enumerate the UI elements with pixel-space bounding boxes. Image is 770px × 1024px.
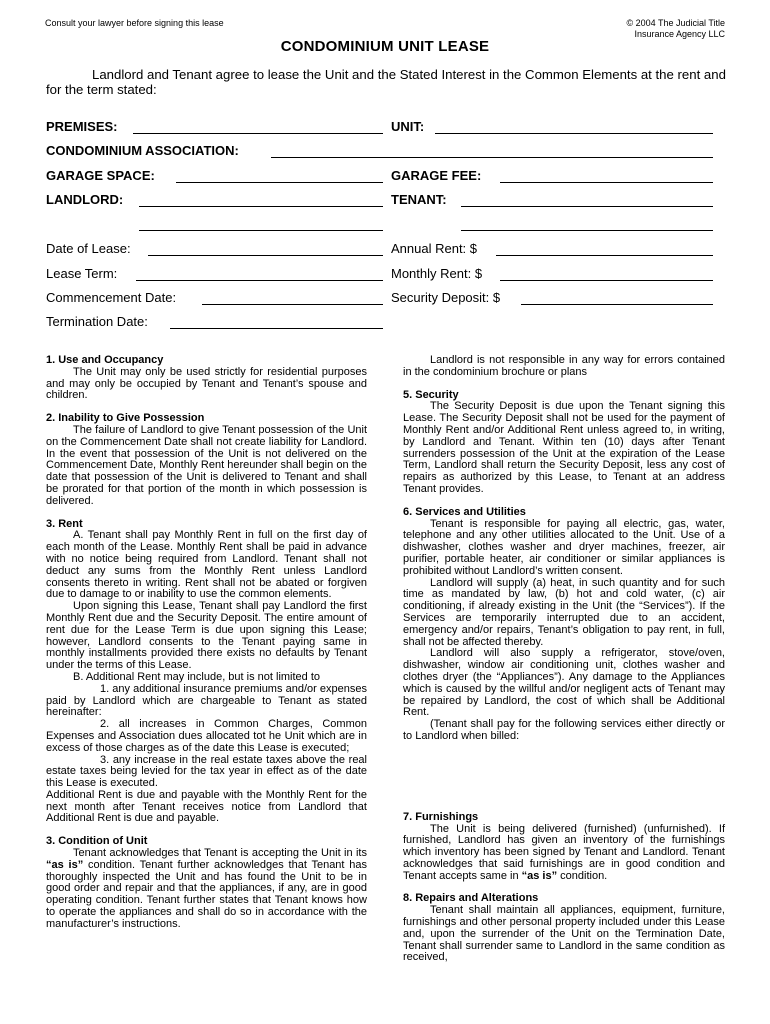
unit-label: UNIT: (391, 119, 425, 134)
premises-field[interactable] (133, 133, 383, 134)
termination-date-field[interactable] (170, 328, 383, 329)
rent-paragraph-a: A. Tenant shall pay Monthly Rent in full on the first day of each month of the Lease. Monthly Rent shall be paid in advance with no notice being required from Landlord. Tenant shall not deduct any sums from the Monthly Rent unless Landlord consents thereto in writing. Rent shall not be abated or forgiven due to damage to or inability to use the common elements. (46, 529, 367, 601)
garage-space-label: GARAGE SPACE: (46, 168, 155, 183)
monthly-rent-label: Monthly Rent: $ (391, 266, 483, 281)
section-heading-condition: 3. Condition of Unit (46, 835, 148, 848)
services-paragraph-2: Landlord will supply (a) heat, in such quantity and for such time as mandated by law, (b) hot and cold water, (c) air conditioning, if already existing in the Unit (the “Services”). If the Services are temporarily interrupted due to an accident, emergency and/or repairs, Tenant’s obligation to pay rent, in full, shall not be affected thereby. (403, 576, 725, 648)
security-deposit-field[interactable] (521, 304, 713, 305)
as-is-emphasis: “as is” (46, 858, 84, 871)
rent-item-1: 1. any additional insurance premiums and/or expenses paid by Landlord which are chargeable to Tenant as stated hereinafter: (46, 682, 367, 719)
condo-association-field[interactable] (271, 157, 713, 158)
termination-date-label: Termination Date: (46, 314, 148, 329)
tenant-label: TENANT: (391, 192, 447, 207)
section-text-security: The Security Deposit is due upon the Tenant signing this Lease. The Security Deposit shall not be used for the payment of Monthly Rent and/or Additional Rent unless agreed to, in writing, by Landlord and Tenant. Within ten (10) days after Tenant surrenders possession of the Unit at the expiration of the Lease Term, Landlord shall return the Security Deposit, less any cost of repairs as authorized by this Lease, to Tenant at an address Tenant provides. (403, 400, 725, 495)
rent-paragraph-b: B. Additional Rent may include, but is not limited to (73, 670, 321, 683)
services-paragraph-1: Tenant is responsible for paying all electric, gas, water, telephone and any other utilities allocated to the Unit. Use of a dishwasher, clothes washer and dryer machines, freezer, air purifier, portable heater, air conditioner or similar appliances is prohibited without Landlord’s written consent. (403, 517, 725, 577)
section-heading-furnishings: 7. Furnishings (403, 810, 479, 823)
section-text-furnishings (403, 824, 725, 883)
rent-item-3: 3. any increase in the real estate taxes above the real estate taxes being levied for the tax year in effect as of the date this Lease is executed. (46, 753, 367, 790)
section-heading-rent: 3. Rent (46, 517, 83, 530)
commencement-date-field[interactable] (202, 304, 383, 305)
intro-text: Landlord and Tenant agree to lease the Unit and the Stated Interest in the Common Elements at the rent and for the term stated: (46, 67, 726, 97)
section-text-use: The Unit may only be used strictly for residential purposes and may only be occupied by Tenant and Tenant’s spouse and children. (46, 365, 367, 402)
landlord-label: LANDLORD: (46, 192, 124, 207)
tenant-field[interactable] (461, 206, 713, 207)
services-paragraph-3: Landlord will also supply a refrigerator, stove/oven, dishwasher, window air conditioning unit, clothes washer and clothes dryer (the “Appliances”). Any damage to the Appliances which is caused by the willful and/or negligent acts of Tenant may be repaired by Landlord, the cost of which shall be Additional Rent. (403, 647, 725, 719)
commencement-date-label: Commencement Date: (46, 290, 177, 305)
date-of-lease-label: Date of Lease: (46, 241, 131, 256)
rent-additional: Additional Rent is due and payable with the Monthly Rent for the next month after Tenant receives notice from Landlord that Additional Rent is due and payable. (46, 788, 367, 825)
unit-field[interactable] (435, 133, 713, 134)
security-deposit-label: Security Deposit: $ (391, 290, 501, 305)
as-is-emphasis-2: “as is” (521, 869, 558, 882)
services-blank-space (403, 743, 725, 801)
section-text-repairs: Tenant shall maintain all appliances, equipment, furniture, furnishings and other personal property included under this Lease and, upon the surrender of the Unit on the Termination Date, Tenant shall surrender same to Landlord in the same condition as received, (403, 904, 725, 964)
section-text-possession: The failure of Landlord to give Tenant possession of the Unit on the Commencement Date shall not create liability for Landlord. In the event that possession of the Unit is not delivered on the Commencement Date, Monthly Rent hereunder shall begin on the date that possession of the Unit is delivered to Tenant and shall be prorated for that portion of the month in which possession is delivered. (46, 423, 367, 507)
date-of-lease-field[interactable] (148, 255, 383, 256)
tenant-field-2[interactable] (461, 230, 713, 231)
annual-rent-label: Annual Rent: $ (391, 241, 478, 256)
left-column (46, 355, 367, 931)
condition-text-end: condition. Tenant further acknowledges that Tenant has thoroughly inspected the Unit and has found the Unit to be in good order and repair and that the appliances, if any, are in good operating condition. Tenant further states that Tenant knows how to operate the appliances and shall do so in accordance with the manufacturer’s instructions. (46, 858, 367, 930)
copyright-line-2: Insurance Agency LLC (634, 29, 725, 39)
right-column (403, 355, 725, 964)
landlord-field[interactable] (139, 206, 383, 207)
copyright-line-1: © 2004 The Judicial Title (626, 18, 725, 28)
intro-paragraph (46, 67, 736, 97)
section-heading-possession: 2. Inability to Give Possession (46, 412, 205, 425)
premises-label: PREMISES: (46, 119, 118, 134)
section-text-condition (46, 848, 367, 931)
garage-fee-label: GARAGE FEE: (391, 168, 482, 183)
brochure-disclaimer: Landlord is not responsible in any way for errors contained in the condominium brochure or plans (403, 354, 725, 378)
monthly-rent-field[interactable] (500, 280, 713, 281)
services-paragraph-4: (Tenant shall pay for the following services either directly or to Landlord when billed: (403, 718, 725, 742)
section-heading-repairs: 8. Repairs and Alterations (403, 892, 539, 905)
annual-rent-field[interactable] (496, 255, 713, 256)
rent-paragraph-a2: Upon signing this Lease, Tenant shall pay Landlord the first Monthly Rent due and the Security Deposit. The entire amount of rent due for the Lease Term is due upon signing this Lease; however, Landlord consents to the Tenant paying same in monthly installments provided there exists no defaults by Tenant under the terms of this Lease. (46, 600, 367, 672)
furnishings-text-end: condition. (557, 869, 608, 882)
garage-fee-field[interactable] (500, 182, 713, 183)
lease-term-field[interactable] (136, 280, 383, 281)
condition-text-start: Tenant acknowledges that Tenant is accepting the Unit in its (73, 847, 367, 860)
condo-association-label: CONDOMINIUM ASSOCIATION: (46, 143, 239, 158)
lawyer-note: Consult your lawyer before signing this lease (45, 18, 224, 28)
document-title: CONDOMINIUM UNIT LEASE (280, 38, 490, 55)
section-heading-security: 5. Security (403, 388, 459, 401)
section-heading-use: 1. Use and Occupancy (46, 354, 164, 366)
landlord-field-2[interactable] (139, 230, 383, 231)
copyright-notice (525, 18, 725, 40)
furnishings-text-start: The Unit is being delivered (furnished) (unfurnished). If furnished, Landlord has given an inventory of the furnishings which inventory has been signed by Tenant and Landlord. Tenant acknowledges that said furnishings are in good condition and Tenant accepts same in (403, 822, 725, 882)
garage-space-field[interactable] (176, 182, 383, 183)
section-heading-services: 6. Services and Utilities (403, 505, 526, 518)
lease-term-label: Lease Term: (46, 266, 118, 281)
rent-item-2: 2. all increases in Common Charges, Common Expenses and Association dues allocated tot he Unit which are in excess of those charges as of the date this Lease is executed; (46, 718, 367, 754)
